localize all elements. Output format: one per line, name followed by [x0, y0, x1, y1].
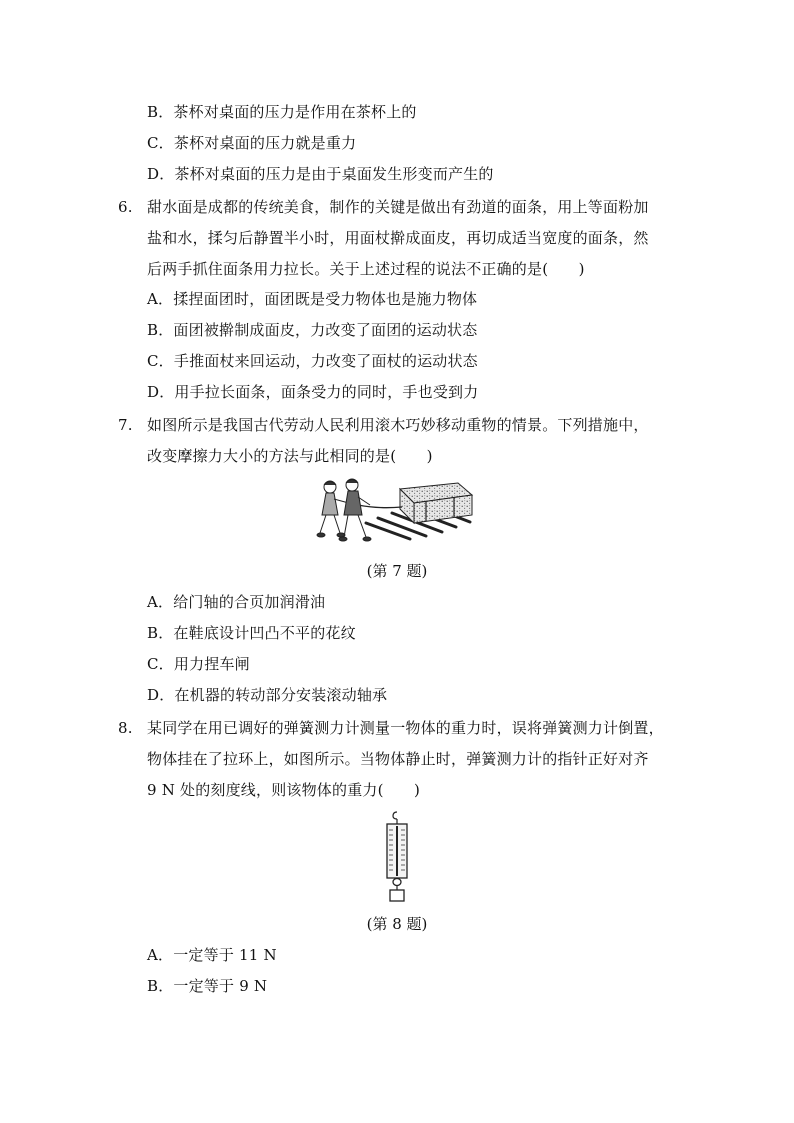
- rolling-logs-figure: [316, 475, 478, 551]
- q5-option-b: B．茶杯对桌面的压力是作用在茶杯上的: [147, 103, 417, 121]
- q8-stem-line3: 9 N 处的刻度线，则该物体的重力( ): [147, 781, 421, 799]
- q6-option-d: D．用手拉长面条，面条受力的同时，手也受到力: [147, 383, 479, 401]
- q5-option-d: D．茶杯对桌面的压力是由于桌面发生形变而产生的: [147, 165, 494, 183]
- q7-figure-caption: (第 7 题): [366, 562, 428, 580]
- q6-stem-line2: 盐和水，揉匀后静置半小时，用面杖擀成面皮，再切成适当宽度的面条，然: [147, 229, 649, 247]
- q7-option-a: A．给门轴的合页加润滑油: [147, 593, 326, 611]
- q7-option-d: D．在机器的转动部分安装滚动轴承: [147, 686, 388, 704]
- q7-number: 7.: [118, 416, 133, 434]
- q6-option-b: B．面团被擀制成面皮，力改变了面团的运动状态: [147, 321, 478, 339]
- q7-option-c: C．用力捏车闸: [147, 655, 250, 673]
- inverted-spring-scale-figure: [380, 810, 414, 904]
- q7-stem-line1: 如图所示是我国古代劳动人民利用滚木巧妙移动重物的情景。下列措施中，: [147, 416, 649, 434]
- q7-option-b: B．在鞋底设计凹凸不平的花纹: [147, 624, 356, 642]
- q8-stem-line1: 某同学在用已调好的弹簧测力计测量一物体的重力时，误将弹簧测力计倒置，: [147, 719, 664, 737]
- q8-figure-caption: (第 8 题): [366, 915, 428, 933]
- q8-number: 8.: [118, 719, 133, 737]
- q6-option-c: C．手推面杖来回运动，力改变了面杖的运动状态: [147, 352, 478, 370]
- q6-option-a: A．揉捏面团时，面团既是受力物体也是施力物体: [147, 290, 478, 308]
- q6-stem-line1: 甜水面是成都的传统美食，制作的关键是做出有劲道的面条，用上等面粉加: [147, 198, 649, 216]
- q6-stem-line3: 后两手抓住面条用力拉长。关于上述过程的说法不正确的是( ): [147, 260, 585, 278]
- q8-stem-line2: 物体挂在了拉环上，如图所示。当物体静止时，弹簧测力计的指针正好对齐: [147, 750, 649, 768]
- q8-option-a: A．一定等于 11 N: [147, 946, 277, 964]
- q5-option-c: C．茶杯对桌面的压力就是重力: [147, 134, 357, 152]
- q7-stem-line2: 改变摩擦力大小的方法与此相同的是( ): [147, 447, 433, 465]
- q6-number: 6.: [118, 198, 133, 216]
- q8-option-b: B．一定等于 9 N: [147, 977, 268, 995]
